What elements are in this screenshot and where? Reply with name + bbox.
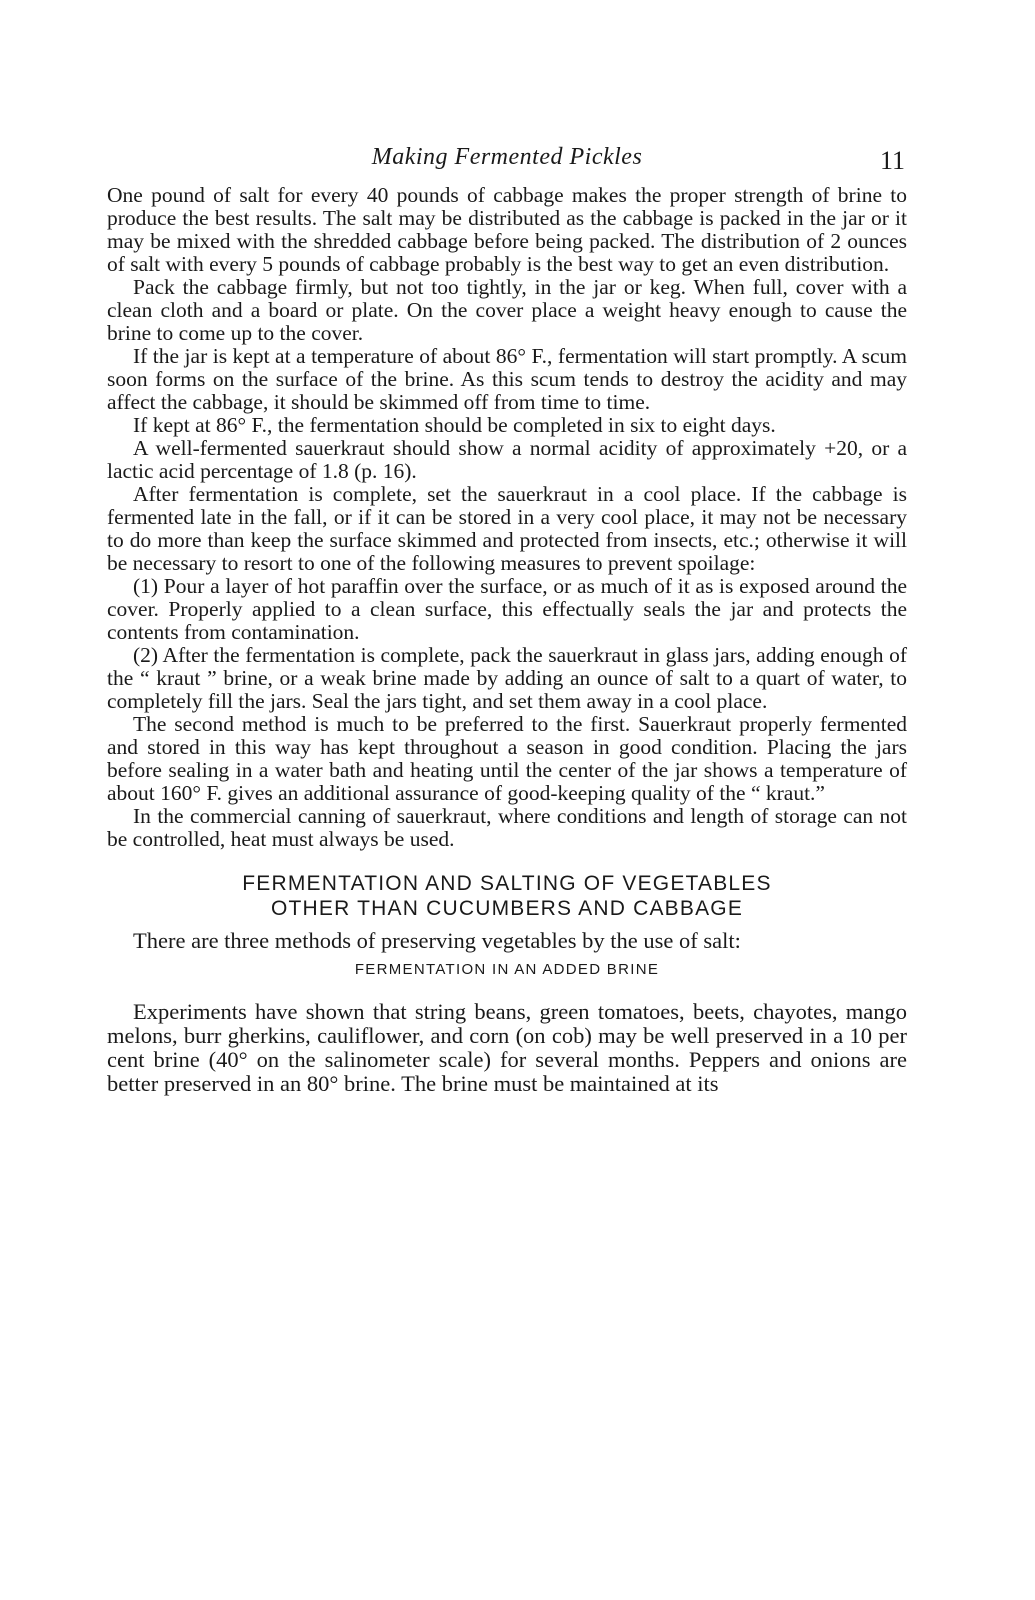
running-head [107, 140, 907, 184]
paragraph: (2) After the fermentation is complete, pack the sauerkraut in glass jars, adding enough of the “ kraut ” brine, or a weak brine made by adding an ounce of salt to a quart of water, to completely fill the jars. Seal the jars tight, and set them away in a cool place. [107, 643, 907, 713]
paragraph: In the commercial canning of sauerkraut, where conditions and length of storage can not be controlled, heat must always be used. [107, 804, 907, 851]
paragraph: Pack the cabbage firmly, but not too tightly, in the jar or keg. When full, cover with a clean cloth and a board or plate. On the cover place a weight heavy enough to cause the brine to come up to the cover. [107, 275, 907, 345]
paragraph: After fermentation is complete, set the sauerkraut in a cool place. If the cabbage is fermented late in the fall, or if it can be stored in a very cool place, it may not be necessary to do more than keep the surface skimmed and protected from insects, etc.; otherwise it will be necessary to resort to one of the following measures to prevent spoilage: [107, 482, 907, 575]
paragraph: The second method is much to be preferred to the first. Sauerkraut properly fermented and stored in this way has kept throughout a season in good condition. Placing the jars before sealing in a water bath and heating until the center of the jar shows a temperature of about 160° F. gives an additional assurance of good-keeping quality of the “ kraut.” [107, 712, 907, 805]
sauerkraut-section [107, 184, 907, 851]
paragraph: A well-fermented sauerkraut should show a normal acidity of approximately +20, or a lactic acid percentage of 1.8 (p. 16). [107, 436, 907, 483]
paragraph: If the jar is kept at a temperature of about 86° F., fermentation will start promptly. A scum soon forms on the surface of the brine. As this scum tends to destroy the acidity and may affect the cabbage, it should be skimmed off from time to time. [107, 344, 907, 414]
section-heading [107, 871, 907, 921]
section-heading-line-2: OTHER THAN CUCUMBERS AND CABBAGE [270, 897, 744, 920]
intro-paragraph: There are three methods of preserving vegetables by the use of salt: [133, 928, 741, 953]
page-number: 11 [879, 146, 905, 175]
paragraph: (1) Pour a layer of hot paraffin over the surface, or as much of it as is exposed around the cover. Properly applied to a clean surface, this effectually seals the jar and protects the contents from contamination. [107, 574, 907, 644]
book-page [107, 140, 907, 1096]
subsection-heading: FERMENTATION IN AN ADDED BRINE [354, 961, 660, 978]
paragraph: Experiments have shown that string beans, green tomatoes, beets, chayotes, mango melons, burr gherkins, cauliflower, and corn (on cob) may be well preserved in a 10 per cent brine (40° on the salinometer scale) for several months. Peppers and onions are better preserved in an 80° brine. The brine must be maintained at its [107, 999, 907, 1096]
vegetables-section [107, 929, 907, 1096]
paragraph: One pound of salt for every 40 pounds of cabbage makes the proper strength of brine to produce the best results. The salt may be distributed as the cabbage is packed in the jar or it may be mixed with the shredded cabbage before being packed. The distribution of 2 ounces of salt with every 5 pounds of cabbage probably is the best way to get an even distribution. [107, 183, 907, 276]
section-heading-line-1: FERMENTATION AND SALTING OF VEGETABLES [242, 872, 772, 895]
paragraph: If kept at 86° F., the fermentation should be completed in six to eight days. [133, 413, 776, 437]
running-title: Making Fermented Pickles [371, 144, 643, 170]
